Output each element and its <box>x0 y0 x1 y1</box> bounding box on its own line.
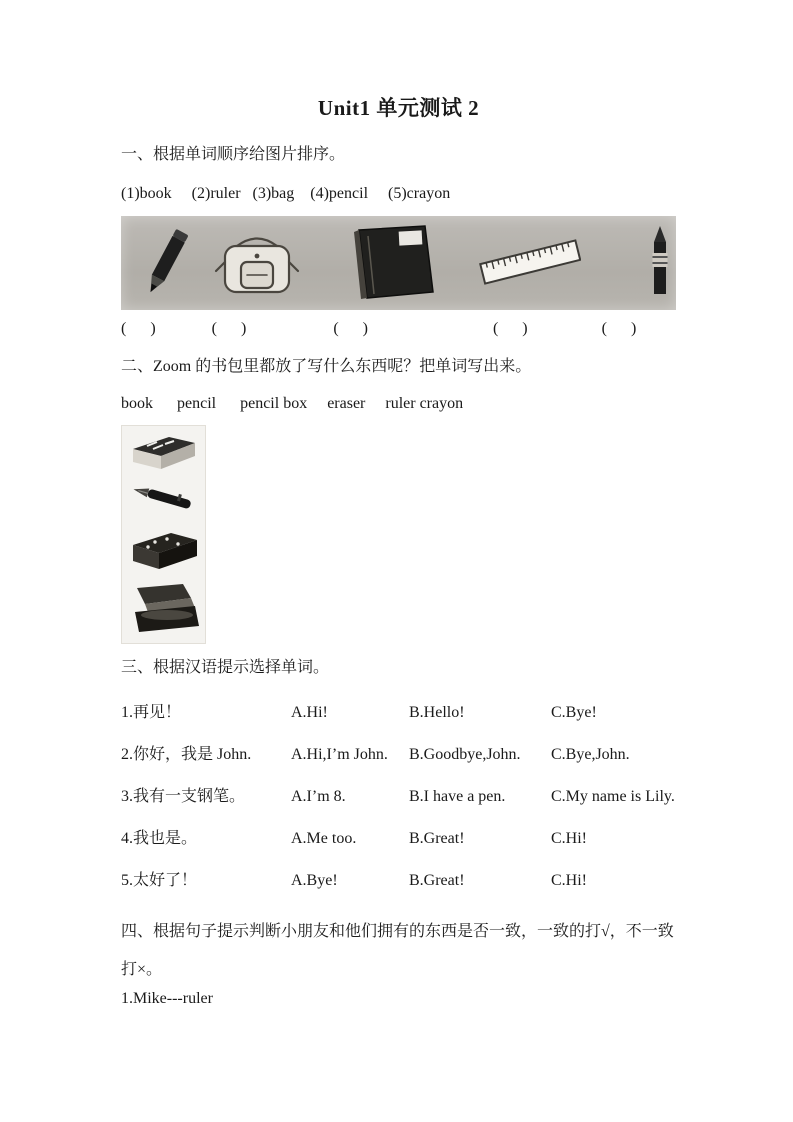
section-2-word-bank: book pencil pencil box eraser ruler crayon <box>121 395 464 412</box>
page-title: Unit1 单元测试 2 <box>317 96 480 120</box>
answer-blank-1: ( ) <box>121 320 156 337</box>
section-1-answer-blanks <box>121 319 676 338</box>
section-4-item-1: 1.Mike---ruler <box>121 990 213 1007</box>
option-c: C.Bye,John. <box>551 746 630 763</box>
option-a: A.I’m 8. <box>291 788 346 805</box>
option-a: A.Me too. <box>291 830 357 847</box>
question-row-2 <box>121 745 676 764</box>
section-1-heading: 一、根据单词顺序给图片排序。 <box>121 146 346 163</box>
section-4-heading: 四、根据句子提示判断小朋友和他们拥有的东西是否一致，一致的打√，不一致打×。 <box>121 923 674 978</box>
pencil-case-icon <box>125 582 203 640</box>
question-prompt: 3.我有一支钢笔。 <box>121 788 246 805</box>
option-b: B.Goodbye,John. <box>409 746 521 763</box>
question-prompt: 2.你好，我是 John. <box>121 746 252 763</box>
question-prompt: 1.再见！ <box>121 704 182 721</box>
option-b: B.Hello! <box>409 704 465 721</box>
section-1-word-list: (1)book (2)ruler (3)bag (4)pencil (5)crayon <box>121 185 451 202</box>
question-prompt: 5.太好了！ <box>121 872 198 889</box>
question-row-5 <box>121 871 676 890</box>
option-c: C.Hi! <box>551 872 587 889</box>
option-c: C.Bye! <box>551 704 597 721</box>
option-a: A.Hi! <box>291 704 328 721</box>
option-c: C.My name is Lily. <box>551 788 675 805</box>
section-3-heading: 三、根据汉语提示选择单词。 <box>121 659 330 676</box>
option-a: A.Bye! <box>291 872 338 889</box>
answer-blank-4: ( ) <box>492 320 528 337</box>
pencil-icon <box>135 222 197 304</box>
question-row-3 <box>121 787 676 806</box>
option-b: B.Great! <box>409 872 465 889</box>
section-1-picture-strip <box>121 216 676 310</box>
answer-blank-3: ( ) <box>333 320 368 337</box>
option-b: B.I have a pen. <box>409 788 506 805</box>
answer-blank-2: ( ) <box>211 320 247 337</box>
option-c: C.Hi! <box>551 830 587 847</box>
answer-blank-5: ( ) <box>601 320 637 337</box>
question-row-1 <box>121 703 676 722</box>
option-b: B.Great! <box>409 830 465 847</box>
book-icon <box>347 222 441 302</box>
ruler-icon <box>479 228 581 294</box>
section-2-picture-strip <box>121 425 206 644</box>
pencil-box-icon <box>125 523 203 579</box>
option-a: A.Hi,I’m John. <box>291 746 388 763</box>
section-2-heading: 二、Zoom 的书包里都放了写什么东西呢？把单词写出来。 <box>121 358 532 375</box>
eraser-icon <box>125 429 203 475</box>
schoolbag-icon <box>209 230 305 298</box>
question-row-4 <box>121 829 676 848</box>
pen-icon <box>125 478 203 520</box>
crayon-icon <box>647 222 673 304</box>
question-prompt: 4.我也是。 <box>121 830 198 847</box>
